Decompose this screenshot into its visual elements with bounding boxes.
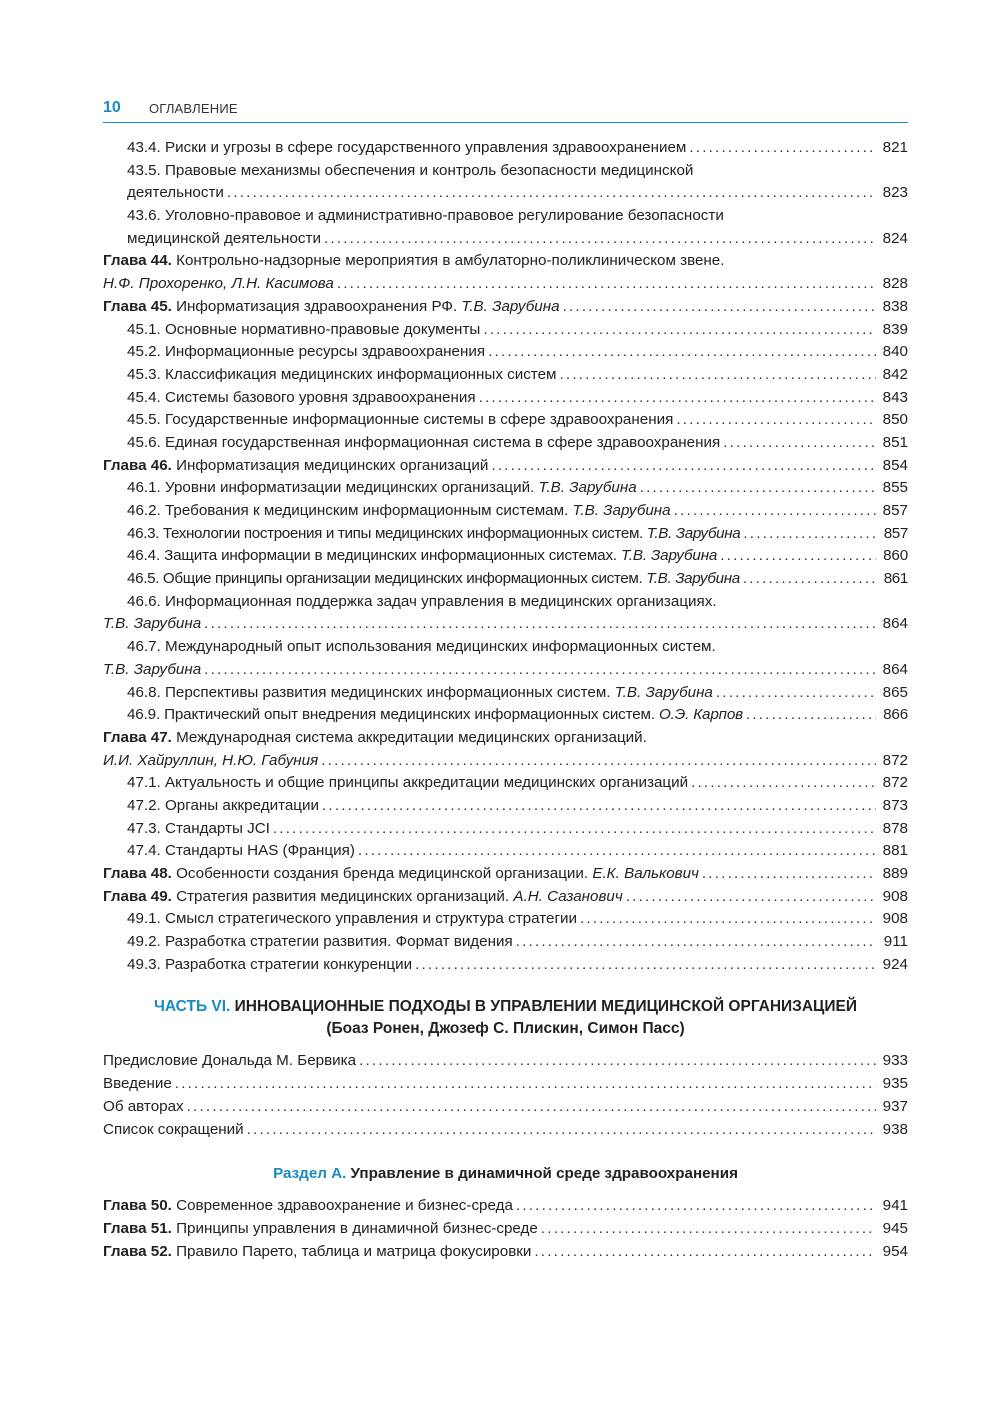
toc-front-matter[interactable]: Об авторах ..... 937 <box>103 1096 908 1119</box>
toc-entry[interactable]: 43.4. Риски и угрозы в сфере государственного управления здравоохранением ..... 821 <box>103 137 908 160</box>
page-ref: 851 <box>882 433 908 451</box>
toc-chapter-46[interactable]: Глава 46. Информатизация медицинских организаций ..... 854 <box>103 455 908 478</box>
page-ref: 850 <box>882 411 908 429</box>
toc-entry[interactable]: 46.1. Уровни информатизации медицинских организаций. Т.В. Зарубина ..... 855 <box>103 477 908 500</box>
page-ref: 843 <box>882 388 908 406</box>
page-ref: 911 <box>883 933 908 951</box>
page-ref: 861 <box>883 570 908 588</box>
toc-entry-continuation[interactable]: медицинской деятельности ..... 824 <box>103 228 908 251</box>
page-ref: 860 <box>883 547 908 565</box>
toc-entry[interactable]: 47.4. Стандарты HAS (Франция) ..... 881 <box>103 840 908 863</box>
toc-entry[interactable]: 45.2. Информационные ресурсы здравоохранения ..... 840 <box>103 341 908 364</box>
toc-entry[interactable]: 46.3. Технологии построения и типы медицинских информационных систем. Т.В. Зарубина ..... 857 <box>103 523 908 546</box>
toc-chapter-50[interactable]: Глава 50. Современное здравоохранение и бизнес-среда ..... 941 <box>103 1195 908 1218</box>
toc-entry[interactable]: 45.1. Основные нормативно-правовые документы ..... 839 <box>103 319 908 342</box>
toc-chapter-48[interactable]: Глава 48. Особенности создания бренда медицинской организации. Е.К. Валькович ..... 889 <box>103 863 908 886</box>
toc-chapter-49[interactable]: Глава 49. Стратегия развития медицинских организаций. А.Н. Сазанович ..... 908 <box>103 886 908 909</box>
toc-entry[interactable]: 49.3. Разработка стратегии конкуренции ..... 924 <box>103 954 908 977</box>
toc-chapter-44-authors[interactable]: Н.Ф. Прохоренко, Л.Н. Касимова ..... 828 <box>103 273 908 296</box>
page-ref: 842 <box>882 365 908 383</box>
page-ref: 854 <box>882 456 908 474</box>
toc-entry[interactable]: 46.4. Защита информации в медицинских информационных системах. Т.В. Зарубина ..... 860 <box>103 545 908 568</box>
toc-entry[interactable]: 46.6. Информационная поддержка задач управления в медицинских организациях. <box>127 592 717 610</box>
part-authors: (Боаз Ронен, Джозеф С. Плискин, Симон Пасс) <box>326 1020 685 1038</box>
toc-entry[interactable]: 47.1. Актуальность и общие принципы аккредитации медицинских организаций ..... 872 <box>103 772 908 795</box>
page-ref: 908 <box>882 910 908 928</box>
page-ref: 873 <box>882 796 908 814</box>
toc-entry[interactable]: 45.4. Системы базового уровня здравоохранения ..... 843 <box>103 387 908 410</box>
page-ref: 954 <box>882 1242 908 1260</box>
page-ref: 864 <box>882 615 908 633</box>
page-ref: 865 <box>882 683 908 701</box>
toc-entry[interactable]: 46.7. Международный опыт использования медицинских информационных систем. <box>127 638 716 656</box>
toc-chapter-51[interactable]: Глава 51. Принципы управления в динамичной бизнес-среде ..... 945 <box>103 1218 908 1241</box>
toc-chapter-47[interactable]: Глава 47. Международная система аккредитации медицинских организаций. <box>103 728 647 746</box>
toc-chapter-44[interactable]: Глава 44. Контрольно-надзорные мероприятия в амбулаторно-поликлиническом звене. <box>103 252 725 270</box>
toc-entry[interactable]: 45.3. Классификация медицинских информационных систем ..... 842 <box>103 364 908 387</box>
page-ref: 945 <box>882 1219 908 1237</box>
toc-chapter-47-authors[interactable]: И.И. Хайруллин, Н.Ю. Габуния ..... 872 <box>103 750 908 773</box>
toc-chapter-45[interactable]: Глава 45. Информатизация здравоохранения РФ. Т.В. Зарубина ..... 838 <box>103 296 908 319</box>
page-ref: 823 <box>882 184 908 202</box>
toc-entry[interactable]: 46.5. Общие принципы организации медицинских информационных систем. Т.В. Зарубина ..... 861 <box>103 568 908 591</box>
page-ref: 889 <box>882 865 908 882</box>
page-ref: 866 <box>883 706 908 724</box>
page-ref: 941 <box>882 1197 908 1215</box>
page-ref: 857 <box>883 524 908 542</box>
table-of-contents <box>103 137 908 1263</box>
toc-front-matter[interactable]: Введение ..... 935 <box>103 1073 908 1096</box>
page-ref: 855 <box>882 479 908 497</box>
page-ref: 924 <box>882 955 908 973</box>
toc-entry-continuation[interactable]: деятельности ..... 823 <box>103 182 908 205</box>
toc-entry-continuation[interactable]: Т.В. Зарубина ..... 864 <box>103 659 908 682</box>
toc-front-matter[interactable]: Список сокращений ..... 938 <box>103 1119 908 1142</box>
toc-entry[interactable]: 47.3. Стандарты JCI ..... 878 <box>103 818 908 841</box>
toc-front-matter[interactable]: Предисловие Дональда М. Бервика ..... 933 <box>103 1050 908 1073</box>
section-heading: Раздел А. Управление в динамичной среде здравоохранения <box>273 1165 738 1183</box>
toc-entry-continuation[interactable]: Т.В. Зарубина ..... 864 <box>103 613 908 636</box>
toc-entry[interactable]: 49.1. Смысл стратегического управления и структура стратегии ..... 908 <box>103 908 908 931</box>
page-ref: 840 <box>882 343 908 361</box>
toc-entry[interactable]: 43.5. Правовые механизмы обеспечения и контроль безопасности медицинской <box>127 161 694 179</box>
page-ref: 821 <box>882 139 908 156</box>
page-ref: 881 <box>882 842 908 860</box>
page-ref: 839 <box>882 320 908 338</box>
page-ref: 828 <box>882 275 908 293</box>
page-ref: 824 <box>882 229 908 247</box>
page-ref: 864 <box>882 660 908 678</box>
page-ref: 838 <box>882 297 908 315</box>
page-ref: 933 <box>882 1052 908 1070</box>
page-ref: 937 <box>882 1097 908 1115</box>
page-ref: 872 <box>882 751 908 769</box>
page-ref: 872 <box>882 774 908 792</box>
toc-entry[interactable]: 46.8. Перспективы развития медицинских информационных систем. Т.В. Зарубина ..... 865 <box>103 682 908 705</box>
toc-entry[interactable]: 46.9. Практический опыт внедрения медицинских информационных систем. О.Э. Карпов ..... 866 <box>103 704 908 727</box>
page-ref: 935 <box>882 1075 908 1093</box>
toc-entry[interactable]: 43.6. Уголовно-правовое и административно-правовое регулирование безопасности <box>127 207 724 225</box>
page-ref: 878 <box>882 819 908 837</box>
toc-entry[interactable]: 49.2. Разработка стратегии развития. Формат видения ..... 911 <box>103 931 908 954</box>
page-ref: 908 <box>882 887 908 905</box>
toc-entry[interactable]: 45.6. Единая государственная информационная система в сфере здравоохранения ..... 851 <box>103 432 908 455</box>
toc-entry[interactable]: 46.2. Требования к медицинским информационным системам. Т.В. Зарубина ..... 857 <box>103 500 908 523</box>
page-header <box>103 96 908 123</box>
toc-entry[interactable]: 45.5. Государственные информационные системы в сфере здравоохранения ..... 850 <box>103 409 908 432</box>
toc-chapter-52[interactable]: Глава 52. Правило Парето, таблица и матрица фокусировки ..... 954 <box>103 1241 908 1264</box>
page-ref: 857 <box>882 502 908 519</box>
page-number: 10 <box>103 99 121 116</box>
running-title: ОГЛАВЛЕНИЕ <box>149 101 238 116</box>
part-heading: ЧАСТЬ VI. ИННОВАЦИОННЫЕ ПОДХОДЫ В УПРАВЛЕНИИ МЕДИЦИНСКОЙ ОРГАНИЗАЦИЕЙ (Боаз Ронен, Джозеф С. Плискин, Симон Пасс) <box>103 996 908 1040</box>
page-ref: 938 <box>882 1120 908 1138</box>
toc-entry[interactable]: 47.2. Органы аккредитации ..... 873 <box>103 795 908 818</box>
